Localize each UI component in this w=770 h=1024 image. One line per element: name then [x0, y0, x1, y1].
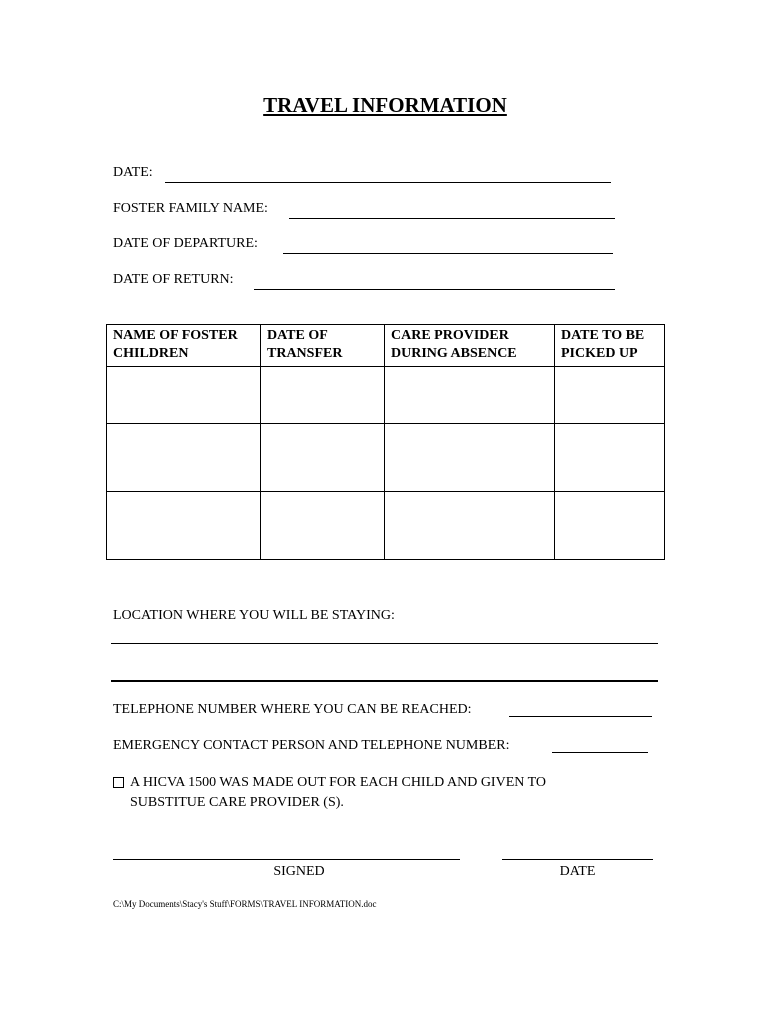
location-input-line-1[interactable] [111, 643, 658, 644]
header-care-provider: CARE PROVIDER DURING ABSENCE [385, 325, 555, 367]
form-title: TRAVEL INFORMATION [263, 93, 507, 117]
checkbox-label-line1: A HICVA 1500 WAS MADE OUT FOR EACH CHILD AND GIVEN TO [130, 775, 547, 790]
date-of-return-field [113, 272, 617, 292]
table-row [107, 492, 665, 560]
foster-family-name-label: FOSTER FAMILY NAME: [113, 201, 268, 216]
header-date-of-transfer: DATE OF TRANSFER [261, 325, 385, 367]
date-of-departure-input-line[interactable] [283, 253, 613, 254]
table-row [107, 424, 665, 492]
telephone-label: TELEPHONE NUMBER WHERE YOU CAN BE REACHED: [113, 702, 472, 717]
table-cell[interactable] [107, 367, 261, 424]
checkbox-label-line2: SUBSTITUE CARE PROVIDER (S). [130, 795, 344, 810]
foster-children-table [106, 324, 665, 560]
date-of-return-label: DATE OF RETURN: [113, 272, 234, 287]
location-label: LOCATION WHERE YOU WILL BE STAYING: [113, 608, 395, 623]
hicva-checkbox[interactable] [113, 777, 124, 788]
signed-label: SIGNED [273, 864, 325, 879]
table-cell[interactable] [261, 492, 385, 560]
table-cell[interactable] [261, 367, 385, 424]
table-row [107, 367, 665, 424]
table-cell[interactable] [107, 492, 261, 560]
header-name-of-foster-children: NAME OF FOSTER CHILDREN [107, 325, 261, 367]
date-of-departure-label: DATE OF DEPARTURE: [113, 236, 258, 251]
emergency-contact-input-line[interactable] [552, 752, 648, 753]
table-cell[interactable] [385, 367, 555, 424]
telephone-input-line[interactable] [509, 716, 652, 717]
date-field [113, 165, 613, 185]
emergency-contact-label: EMERGENCY CONTACT PERSON AND TELEPHONE NUMBER: [113, 738, 510, 753]
signature-date-line[interactable] [502, 859, 653, 860]
date-label: DATE: [113, 165, 153, 180]
table-cell[interactable] [555, 492, 665, 560]
date-of-departure-field [113, 236, 615, 256]
header-date-to-be-picked-up: DATE TO BE PICKED UP [555, 325, 665, 367]
table-cell[interactable] [385, 424, 555, 492]
table-cell[interactable] [107, 424, 261, 492]
table-cell[interactable] [261, 424, 385, 492]
date-input-line[interactable] [165, 182, 611, 183]
foster-family-name-field [113, 201, 617, 221]
signature-line[interactable] [113, 859, 460, 860]
table-cell[interactable] [385, 492, 555, 560]
foster-family-name-input-line[interactable] [289, 218, 615, 219]
date-label-bottom: DATE [559, 864, 596, 879]
table-cell[interactable] [555, 367, 665, 424]
file-path-footer: C:\My Documents\Stacy's Stuff\FORMS\TRAVEL INFORMATION.doc [113, 899, 377, 909]
table-header-row [107, 325, 665, 367]
date-of-return-input-line[interactable] [254, 289, 615, 290]
location-input-line-2[interactable] [111, 680, 658, 682]
table-cell[interactable] [555, 424, 665, 492]
